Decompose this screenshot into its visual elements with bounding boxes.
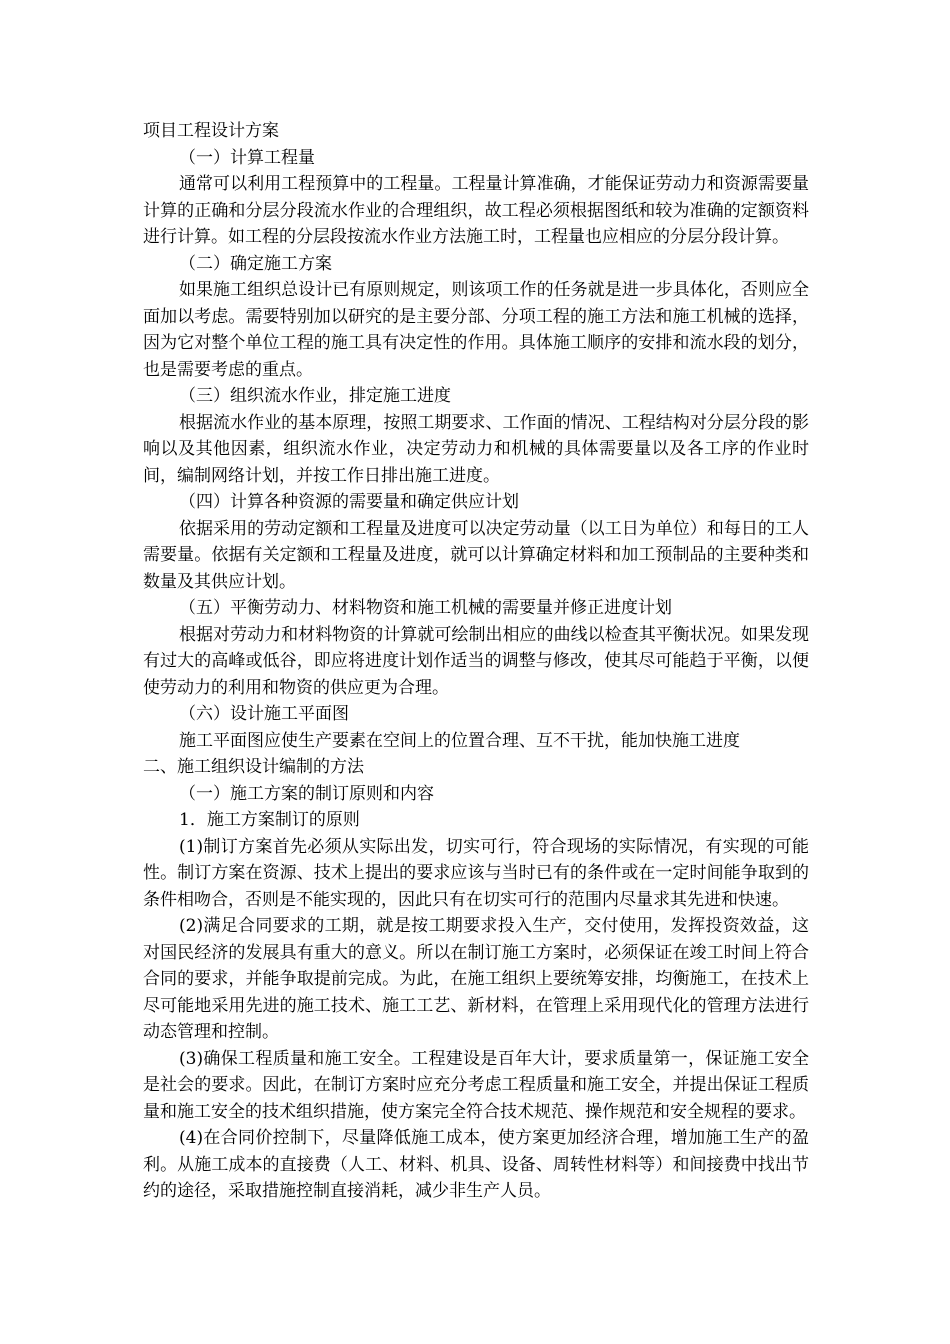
subsection-heading: （三）组织流水作业，排定施工进度 xyxy=(179,386,451,406)
paragraph: 施工平面图应使生产要素在空间上的位置合理、互不干扰，能加快施工进度 xyxy=(179,730,740,751)
document-title: 项目工程设计方案 xyxy=(143,121,279,141)
section-heading: 二、施工组织设计编制的方法 xyxy=(143,757,364,777)
paragraph: 根据流水作业的基本原理，按照工期要求、工作面的情况、工程结构对分层分段的影响以及其他因素，组织流水作业，决定劳动力和机械的具体需要量以及各工序的作业时间，编制网络计划，并按工作日排出施工进度。 xyxy=(143,412,809,486)
document-body xyxy=(143,145,809,1205)
paragraph: (3)确保工程质量和施工安全。工程建设是百年大计，要求质量第一，保证施工安全是社会的要求。因此，在制订方案时应充分考虑工程质量和施工安全，并提出保证工程质量和施工安全的技术组织措施，使方案完全符合技术规范、操作规范和安全规程的要求。 xyxy=(143,1048,809,1122)
paragraph: 通常可以利用工程预算中的工程量。工程量计算准确，才能保证劳动力和资源需要量计算的正确和分层分段流水作业的合理组织，故工程必须根据图纸和较为准确的定额资料进行计算。如工程的分层段按流水作业方法施工时，工程量也应相应的分层分段计算。 xyxy=(143,174,809,247)
paragraph: 依据采用的劳动定额和工程量及进度可以决定劳动量（以工日为单位）和每日的工人需要量。依据有关定额和工程量及进度，就可以计算确定材料和加工预制品的主要种类和数量及其供应计划。 xyxy=(143,518,809,592)
document-page xyxy=(143,118,809,1205)
subsection-heading: （二）确定施工方案 xyxy=(179,253,332,274)
subsection-heading: （一）计算工程量 xyxy=(179,147,315,168)
subsection-heading: （六）设计施工平面图 xyxy=(179,704,349,724)
subsection-heading: （一）施工方案的制订原则和内容 xyxy=(179,783,434,804)
paragraph: (4)在合同价控制下，尽量降低施工成本，使方案更加经济合理，增加施工生产的盈利。从施工成本的直接费（人工、材料、机具、设备、周转性材料等）和间接费中找出节约的途径，采取措施控制直接消耗，减少非生产人员。 xyxy=(143,1128,809,1201)
paragraph: (2)满足合同要求的工期，就是按工期要求投入生产，交付使用，发挥投资效益，这对国民经济的发展具有重大的意义。所以在制订施工方案时，必须保证在竣工时间上符合合同的要求，并能争取提前完成。为此，在施工组织上要统筹安排，均衡施工，在技术上尽可能地采用先进的施工技术、施工工艺、新材料，在管理上采用现代化的管理方法进行动态管理和控制。 xyxy=(143,916,809,1042)
subsection-heading: （五）平衡劳动力、材料物资和施工机械的需要量并修正进度计划 xyxy=(179,598,672,618)
paragraph: (1)制订方案首先必须从实际出发，切实可行，符合现场的实际情况，有实现的可能性。制订方案在资源、技术上提出的要求应该与当时已有的条件或在一定时间能争取到的条件相吻合，否则是不能实现的，因此只有在切实可行的范围内尽量求其先进和快速。 xyxy=(143,836,809,910)
paragraph: 如果施工组织总设计已有原则规定，则该项工作的任务就是进一步具体化，否则应全面加以考虑。需要特别加以研究的是主要分部、分项工程的施工方法和施工机械的选择，因为它对整个单位工程的施工具有决定性的作用。具体施工顺序的安排和流水段的划分，也是需要考虑的重点。 xyxy=(143,280,809,380)
subsection-heading: （四）计算各种资源的需要量和确定供应计划 xyxy=(179,492,519,512)
paragraph: 根据对劳动力和材料物资的计算就可绘制出相应的曲线以检查其平衡状况。如果发现有过大的高峰或低谷，即应将进度计划作适当的调整与修改，使其尽可能趋于平衡，以便使劳动力的利用和物资的供应更为合理。 xyxy=(143,624,809,698)
subsection-heading: 1．施工方案制订的原则 xyxy=(179,810,360,830)
